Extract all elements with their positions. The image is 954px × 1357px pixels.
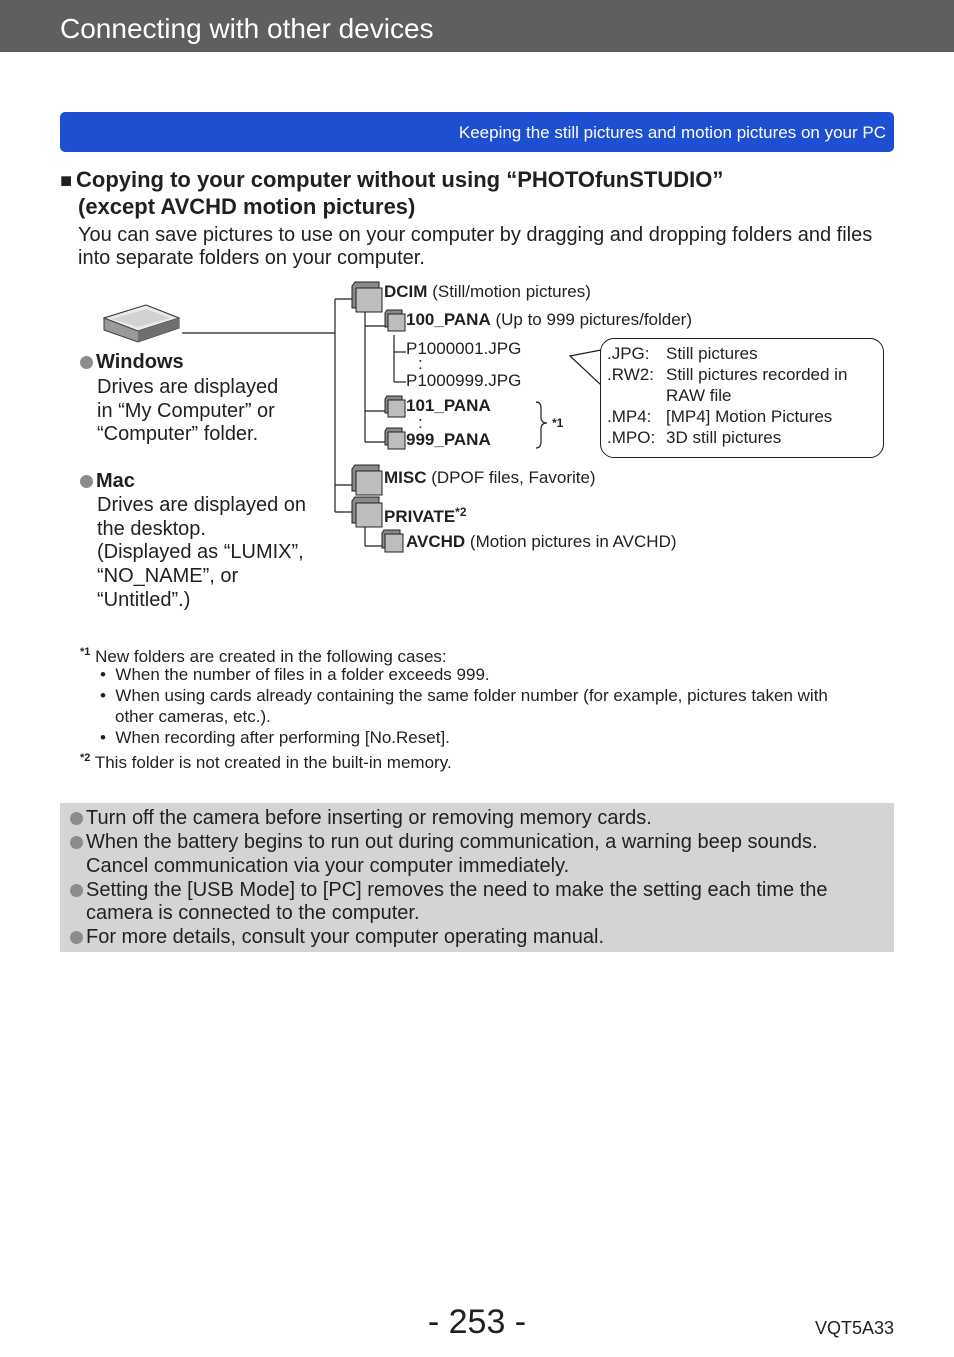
callout-pointer bbox=[570, 350, 601, 385]
folder-999-pana: 999_PANA bbox=[406, 430, 491, 449]
folder-icon-101-pana bbox=[385, 396, 405, 417]
mac-desc-1: Drives are displayed on bbox=[97, 494, 306, 516]
folder-private: PRIVATE$^{*2}$ bbox=[384, 505, 467, 526]
file-type-row: RAW file bbox=[666, 386, 732, 405]
windows-desc-3: “Computer” folder. bbox=[97, 423, 259, 445]
file-type-row: .JPG: Still pictures bbox=[607, 344, 758, 363]
folder-icon-dcim bbox=[352, 282, 382, 312]
section-band-label: Keeping the still pictures and motion pictures on your PC bbox=[458, 123, 886, 142]
heading-line-1: Copying to your computer without using “PHOTOfunSTUDIO” bbox=[76, 167, 724, 192]
folder-icon-private bbox=[352, 497, 382, 527]
brace-reference: *1 bbox=[552, 416, 564, 430]
note-item-continued: camera is connected to the computer. bbox=[86, 902, 420, 924]
mac-desc-4: “NO_NAME”, or bbox=[97, 565, 239, 587]
folder-misc: MISC (DPOF files, Favorite) bbox=[384, 468, 596, 487]
footnote-bullet: • When using cards already containing the same folder number (for example, pictures taken with bbox=[100, 686, 828, 705]
file-type-list bbox=[607, 343, 847, 448]
bullet-dot-icon bbox=[70, 812, 83, 825]
mac-desc-3: (Displayed as “LUMIX”, bbox=[97, 541, 304, 563]
file-type-row: .RW2: Still pictures recorded in bbox=[607, 365, 848, 384]
mac-title: Mac bbox=[80, 470, 135, 494]
mac-desc-5: “Untitled”.) bbox=[97, 589, 191, 611]
folder-100-pana: 100_PANA (Up to 999 pictures/folder) bbox=[406, 310, 693, 329]
drive-icon bbox=[104, 305, 179, 342]
bullet-dot-icon bbox=[80, 356, 93, 369]
footnote-2: $^{*2}$ This folder is not created in the built-in memory. bbox=[80, 752, 452, 772]
page-number: - 253 - bbox=[427, 1303, 527, 1341]
note-item: When the battery begins to run out during communication, a warning beep sounds. bbox=[70, 831, 818, 855]
folder-avchd: AVCHD (Motion pictures in AVCHD) bbox=[406, 532, 677, 551]
folder-icon-100-pana bbox=[385, 310, 405, 331]
note-item-continued: Cancel communication via your computer immediately. bbox=[86, 855, 570, 877]
folder-ellipsis: : bbox=[418, 413, 423, 432]
bullet-dot-icon bbox=[70, 884, 83, 897]
footnote-bullet: • When recording after performing [No.Reset]. bbox=[100, 728, 450, 747]
file-last: P1000999.JPG bbox=[406, 371, 522, 390]
footnote-1: $^{*1}$ New folders are created in the following cases: bbox=[80, 646, 447, 666]
note-item: For more details, consult your computer operating manual. bbox=[70, 926, 604, 950]
folder-icon-999-pana bbox=[385, 428, 405, 449]
bullet-dot-icon bbox=[80, 475, 93, 488]
heading-line-2: (except AVCHD motion pictures) bbox=[78, 194, 416, 219]
heading-bullet: ■ bbox=[60, 170, 73, 192]
folder-icon-avchd bbox=[382, 530, 403, 552]
bullet-dot-icon bbox=[70, 931, 83, 944]
mac-desc-2: the desktop. bbox=[97, 518, 206, 540]
footnote-bullet-continued: other cameras, etc.). bbox=[115, 707, 271, 726]
folder-dcim: DCIM (Still/motion pictures) bbox=[384, 282, 591, 301]
windows-desc-2: in “My Computer” or bbox=[97, 400, 275, 422]
note-item: Turn off the camera before inserting or removing memory cards. bbox=[70, 807, 652, 831]
folder-icon-misc bbox=[352, 465, 382, 495]
bullet-dot-icon bbox=[70, 836, 83, 849]
file-ellipsis: : bbox=[418, 354, 423, 373]
footnote-bullet: • When the number of files in a folder exceeds 999. bbox=[100, 665, 490, 684]
windows-desc-1: Drives are displayed bbox=[97, 376, 279, 398]
windows-title: Windows bbox=[80, 351, 184, 375]
page-title: Connecting with other devices bbox=[60, 13, 434, 44]
file-type-row: .MPO: 3D still pictures bbox=[607, 428, 782, 447]
intro-paragraph: You can save pictures to use on your computer by dragging and dropping folders and files into separate folders on your computer. bbox=[78, 224, 873, 269]
file-type-row: .MP4: [MP4] Motion Pictures bbox=[607, 407, 833, 426]
folder-101-pana: 101_PANA bbox=[406, 396, 491, 415]
note-item: Setting the [USB Mode] to [PC] removes the need to make the setting each time the bbox=[70, 879, 828, 903]
model-code: VQT5A33 bbox=[814, 1318, 894, 1338]
file-first: P1000001.JPG bbox=[406, 339, 522, 358]
